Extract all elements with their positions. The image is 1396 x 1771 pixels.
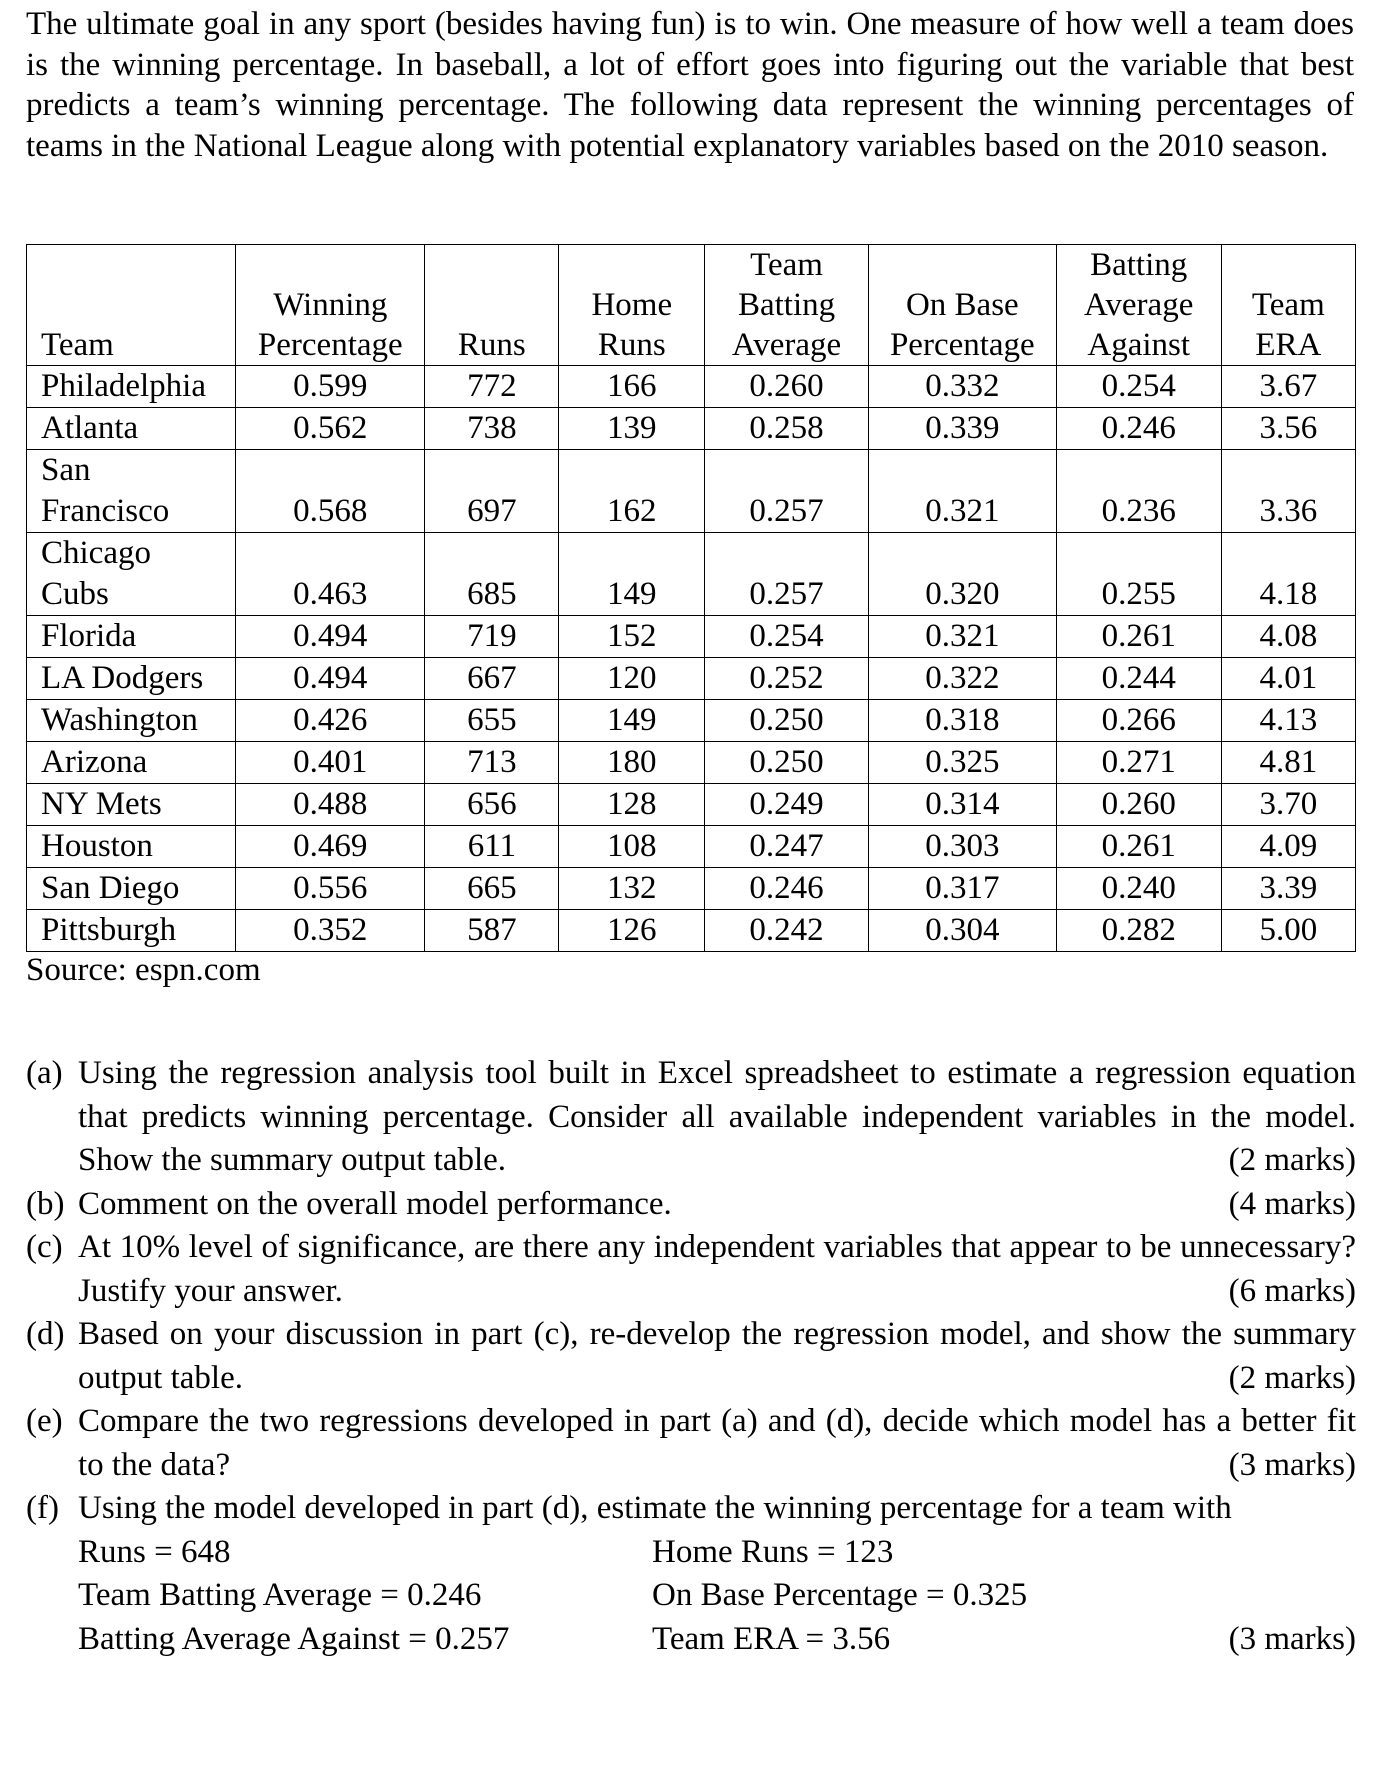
question-f (26, 1487, 1356, 1661)
question-text: At 10% level of significance, are there any independent variables that appear to be unnecessary? Justify your answer. (78, 1229, 1356, 1309)
question-text: Using the model developed in part (d), estimate the winning percentage for a team with (78, 1490, 1232, 1526)
table-cell: 0.318 (868, 700, 1056, 742)
table-cell: 0.246 (705, 868, 869, 910)
team-name-cell: NY Mets (27, 784, 236, 826)
question-letter: (a) (26, 1055, 63, 1091)
column-header (236, 245, 425, 366)
column-header-line: Average (1084, 287, 1194, 323)
table-cell: 0.556 (236, 868, 425, 910)
column-header (1056, 245, 1221, 366)
column-header (868, 245, 1056, 366)
table-cell: 0.352 (236, 910, 425, 952)
table-cell: 0.332 (868, 366, 1056, 408)
table-cell: 0.260 (1056, 784, 1221, 826)
question-marks: (3 marks) (1228, 1620, 1356, 1657)
table-cell: 4.18 (1221, 533, 1355, 616)
table-cell: 149 (559, 533, 705, 616)
team-name-cell: San Francisco (27, 450, 236, 533)
question-letter: (c) (26, 1229, 63, 1265)
table-header-row (27, 245, 1356, 366)
table-row (27, 826, 1356, 868)
question-text: Using the regression analysis tool built in Excel spreadsheet to estimate a regression equation that predicts winning percentage. Consider all available independent variables in the model. Show the summary output table. (78, 1055, 1356, 1178)
table-cell: 0.314 (868, 784, 1056, 826)
table-cell: 3.39 (1221, 868, 1355, 910)
table-cell: 0.568 (236, 450, 425, 533)
table-cell: 713 (425, 742, 559, 784)
table-cell: 0.469 (236, 826, 425, 868)
table-cell: 0.599 (236, 366, 425, 408)
table-cell: 0.242 (705, 910, 869, 952)
table-cell: 0.249 (705, 784, 869, 826)
question-list (26, 1052, 1356, 1661)
table-cell: 0.271 (1056, 742, 1221, 784)
team-name-cell: Chicago Cubs (27, 533, 236, 616)
table-cell: 0.282 (1056, 910, 1221, 952)
table-row (27, 658, 1356, 700)
table-cell: 0.252 (705, 658, 869, 700)
table-cell: 132 (559, 868, 705, 910)
table-cell: 0.250 (705, 700, 869, 742)
table-row (27, 868, 1356, 910)
table-cell: 0.304 (868, 910, 1056, 952)
table-cell: 0.317 (868, 868, 1056, 910)
column-header-line: Runs (597, 327, 666, 363)
table-cell: 656 (425, 784, 559, 826)
table-cell: 772 (425, 366, 559, 408)
table-cell: 0.562 (236, 408, 425, 450)
table-cell: 120 (559, 658, 705, 700)
table-cell: 166 (559, 366, 705, 408)
table-cell: 0.261 (1056, 616, 1221, 658)
table-row (27, 408, 1356, 450)
question-marks: (2 marks) (1228, 1142, 1356, 1178)
question-c (26, 1226, 1356, 1313)
column-header-line: Average (731, 327, 842, 363)
question-a (26, 1052, 1356, 1183)
table-row (27, 616, 1356, 658)
given-home-runs: Home Runs = 123 (652, 1533, 894, 1570)
table-cell: 3.70 (1221, 784, 1355, 826)
team-name-cell: Florida (27, 616, 236, 658)
team-stats-table (26, 244, 1356, 952)
table-cell: 655 (425, 700, 559, 742)
table-cell: 0.236 (1056, 450, 1221, 533)
table-cell: 0.322 (868, 658, 1056, 700)
table-cell: 149 (559, 700, 705, 742)
table-cell: 0.325 (868, 742, 1056, 784)
table-cell: 3.56 (1221, 408, 1355, 450)
table-cell: 0.255 (1056, 533, 1221, 616)
table-cell: 4.01 (1221, 658, 1355, 700)
column-header (705, 245, 869, 366)
column-header-line: Winning (273, 287, 388, 323)
table-cell: 0.494 (236, 616, 425, 658)
question-b (26, 1183, 1356, 1227)
table-cell: 128 (559, 784, 705, 826)
table-cell: 587 (425, 910, 559, 952)
column-header-line: On Base (905, 287, 1019, 323)
table-body (27, 366, 1356, 952)
column-header-line: Percentage (889, 327, 1035, 363)
column-header-line: Batting (1090, 247, 1188, 283)
team-name-cell: Washington (27, 700, 236, 742)
table-cell: 0.254 (705, 616, 869, 658)
table-cell: 0.426 (236, 700, 425, 742)
team-name-cell: Arizona (27, 742, 236, 784)
table-cell: 0.257 (705, 450, 869, 533)
table-cell: 0.246 (1056, 408, 1221, 450)
table-cell: 0.463 (236, 533, 425, 616)
question-letter: (b) (26, 1185, 65, 1222)
table-cell: 665 (425, 868, 559, 910)
table-cell: 0.266 (1056, 700, 1221, 742)
given-runs: Runs = 648 (78, 1533, 231, 1570)
column-header (425, 245, 559, 366)
table-cell: 0.244 (1056, 658, 1221, 700)
table-cell: 0.401 (236, 742, 425, 784)
table-cell: 4.13 (1221, 700, 1355, 742)
question-text: Comment on the overall model performance. (78, 1185, 672, 1222)
column-header (1221, 245, 1355, 366)
table-cell: 126 (559, 910, 705, 952)
table-row (27, 910, 1356, 952)
table-cell: 0.240 (1056, 868, 1221, 910)
table-cell: 4.09 (1221, 826, 1355, 868)
table-row (27, 533, 1356, 616)
question-letter: (e) (26, 1403, 63, 1439)
given-values (78, 1531, 1356, 1662)
table-cell: 0.247 (705, 826, 869, 868)
question-marks: (4 marks) (1228, 1185, 1356, 1222)
table-cell: 738 (425, 408, 559, 450)
column-header-line: Runs (457, 327, 526, 363)
table-cell: 0.250 (705, 742, 869, 784)
team-name-cell: Atlanta (27, 408, 236, 450)
team-name-cell: San Diego (27, 868, 236, 910)
table-cell: 697 (425, 450, 559, 533)
column-header-line: Batting (737, 287, 836, 323)
question-text: Based on your discussion in part (c), re-develop the regression model, and show the summary output table. (78, 1316, 1356, 1396)
given-on-base: On Base Percentage = 0.325 (652, 1577, 1028, 1613)
table-cell: 162 (559, 450, 705, 533)
table-cell: 0.321 (868, 450, 1056, 533)
table-cell: 0.321 (868, 616, 1056, 658)
column-header-line: Against (1087, 327, 1191, 363)
table-row (27, 366, 1356, 408)
table-cell: 139 (559, 408, 705, 450)
table-cell: 0.488 (236, 784, 425, 826)
intro-paragraph: The ultimate goal in any sport (besides having fun) is to win. One measure of how well a team does is the winning percentage. In baseball, a lot of effort goes into figuring out the variable that best predicts a team’s winning percentage. The following data represent the winning percentages of teams in the National League along with potential explanatory variables based on the 2010 season. (26, 6, 1354, 164)
table-cell: 108 (559, 826, 705, 868)
table-cell: 611 (425, 826, 559, 868)
table-cell: 0.320 (868, 533, 1056, 616)
table-row (27, 450, 1356, 533)
question-e (26, 1400, 1356, 1487)
question-letter: (f) (26, 1490, 59, 1526)
column-header-line: Team (41, 327, 114, 363)
table-cell: 0.257 (705, 533, 869, 616)
given-batting-average-against: Batting Average Against = 0.257 (78, 1620, 510, 1657)
table-cell: 180 (559, 742, 705, 784)
given-batting-average: Team Batting Average = 0.246 (78, 1577, 482, 1613)
column-header-line: ERA (1255, 327, 1322, 363)
table-row (27, 742, 1356, 784)
table-cell: 685 (425, 533, 559, 616)
table-cell: 3.36 (1221, 450, 1355, 533)
table-cell: 0.258 (705, 408, 869, 450)
question-marks: (2 marks) (1228, 1359, 1356, 1396)
table-cell: 0.261 (1056, 826, 1221, 868)
table-cell: 0.260 (705, 366, 869, 408)
column-header (559, 245, 705, 366)
table-cell: 0.303 (868, 826, 1056, 868)
table-cell: 667 (425, 658, 559, 700)
question-marks: (6 marks) (1228, 1272, 1356, 1309)
given-team-era: Team ERA = 3.56 (652, 1620, 891, 1657)
team-name-cell: Pittsburgh (27, 910, 236, 952)
team-name-cell: LA Dodgers (27, 658, 236, 700)
table-cell: 0.494 (236, 658, 425, 700)
column-header (27, 245, 236, 366)
table-cell: 719 (425, 616, 559, 658)
table-row (27, 700, 1356, 742)
question-marks: (3 marks) (1228, 1446, 1356, 1483)
question-text: Compare the two regressions developed in part (a) and (d), decide which model has a better fit to the data? (78, 1403, 1356, 1483)
table-cell: 4.08 (1221, 616, 1355, 658)
team-name-cell: Philadelphia (27, 366, 236, 408)
team-name-cell: Houston (27, 826, 236, 868)
table-cell: 0.339 (868, 408, 1056, 450)
question-d (26, 1313, 1356, 1400)
question-letter: (d) (26, 1316, 65, 1352)
table-row (27, 784, 1356, 826)
table-cell: 3.67 (1221, 366, 1355, 408)
column-header-line: Team (750, 247, 823, 283)
column-header-line: Team (1251, 287, 1325, 323)
table-cell: 5.00 (1221, 910, 1355, 952)
table-cell: 152 (559, 616, 705, 658)
source-note: Source: espn.com (26, 952, 261, 988)
column-header-line: Home (591, 287, 673, 323)
table-cell: 4.81 (1221, 742, 1355, 784)
table-cell: 0.254 (1056, 366, 1221, 408)
column-header-line: Percentage (257, 327, 403, 363)
